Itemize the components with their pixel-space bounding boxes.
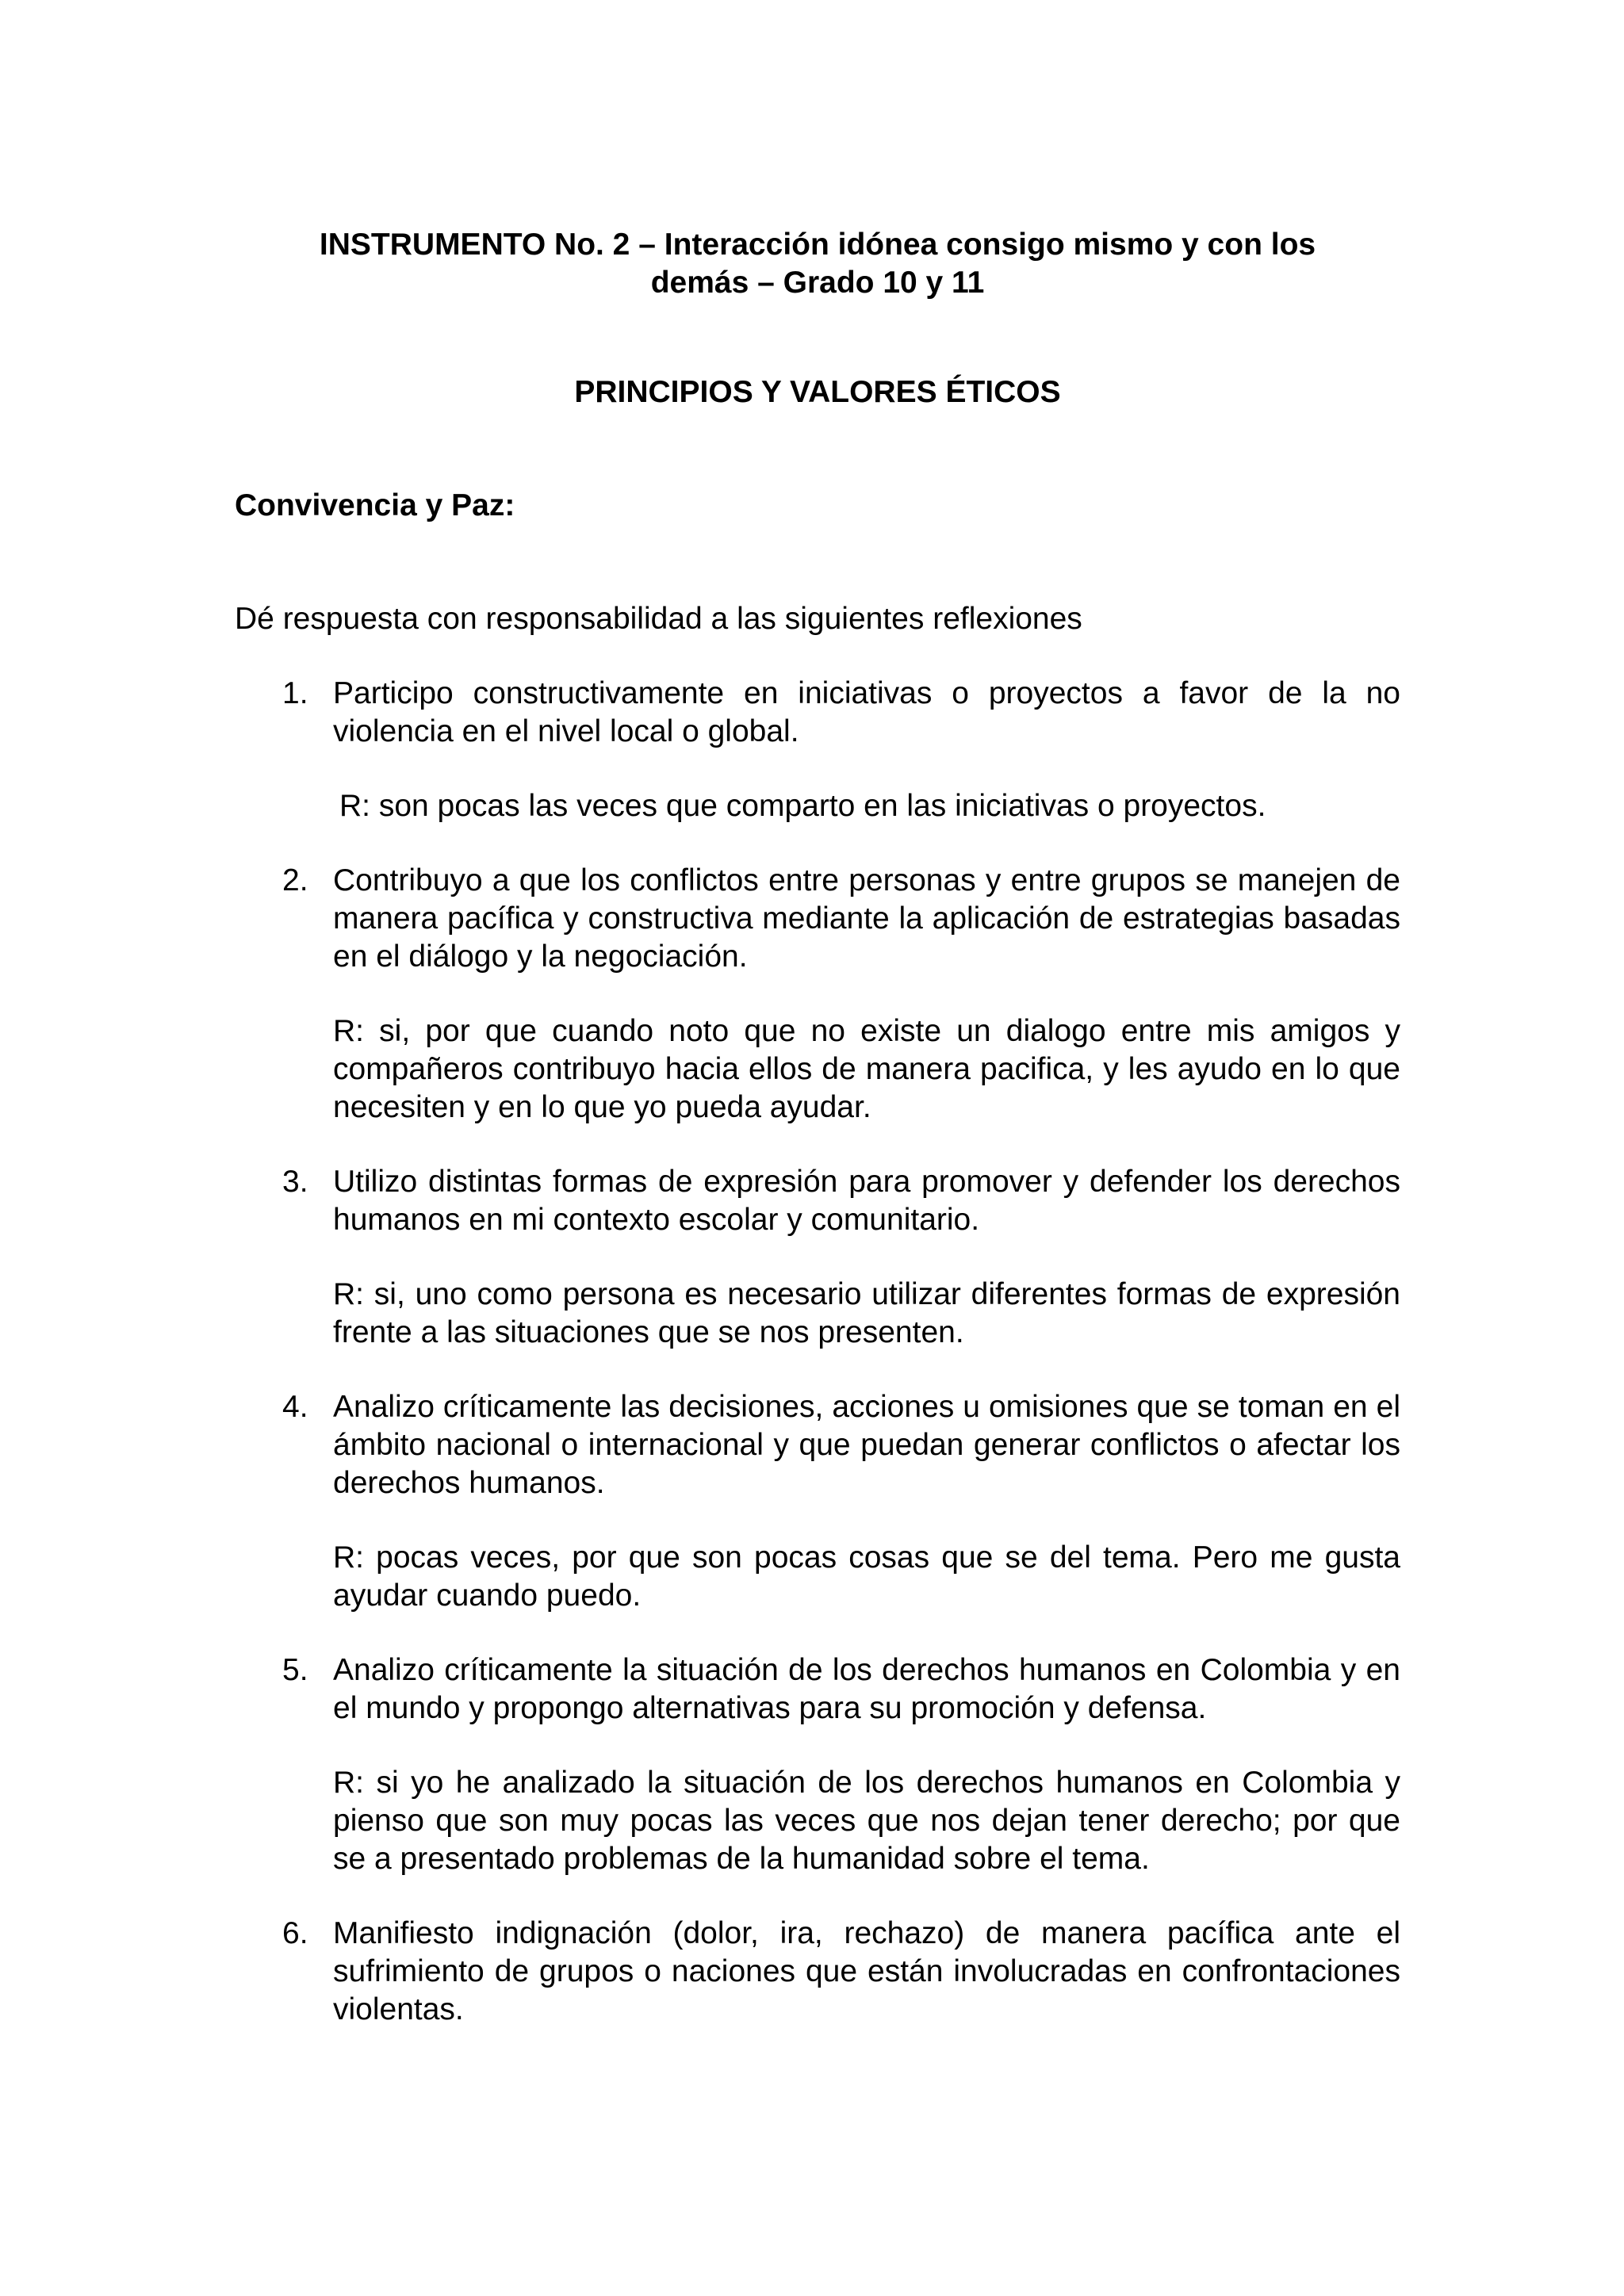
- question-text: Analizo críticamente las decisiones, acciones u omisiones que se toman en el ámbito nacional o internacional y que puedan generar conflictos o afectar los derechos humanos.: [333, 1390, 1400, 1500]
- instructions-text: Dé respuesta con responsabilidad a las siguientes reflexiones: [235, 602, 1082, 636]
- question-item: [235, 1163, 1400, 1352]
- section-heading: Convivencia y Paz:: [235, 488, 515, 522]
- question-number: 1.: [282, 676, 308, 710]
- answer-text: R: si, por que cuando noto que no existe un dialogo entre mis amigos y compañeros contribuyo hacia ellos de manera pacifica, y les ayudo en lo que necesiten y en lo que yo pueda ayudar.: [333, 1014, 1400, 1124]
- document-subtitle: PRINCIPIOS Y VALORES ÉTICOS: [574, 375, 1061, 409]
- answer-text: R: pocas veces, por que son pocas cosas que se del tema. Pero me gusta ayudar cuando puedo.: [333, 1540, 1400, 1613]
- document-title: INSTRUMENTO No. 2 – Interacción idónea consigo mismo y con los demás – Grado 10 y 11: [319, 228, 1316, 300]
- answer-text: R: si, uno como persona es necesario utilizar diferentes formas de expresión frente a las situaciones que se nos presenten.: [333, 1277, 1400, 1349]
- question-number: 6.: [282, 1916, 308, 1950]
- question-text: Manifiesto indignación (dolor, ira, rechazo) de manera pacífica ante el sufrimiento de grupos o naciones que están involucradas en confrontaciones violentas.: [333, 1916, 1400, 2026]
- question-item: [235, 1651, 1400, 1878]
- question-text: Contribuyo a que los conflictos entre personas y entre grupos se manejen de manera pacífica y constructiva mediante la aplicación de estrategias basadas en el diálogo y la negociación.: [333, 863, 1400, 974]
- question-number: 4.: [282, 1390, 308, 1424]
- question-item: [235, 862, 1400, 1127]
- question-number: 3.: [282, 1165, 308, 1199]
- answer-text: R: son pocas las veces que comparto en las iniciativas o proyectos.: [339, 789, 1266, 823]
- question-item: [235, 1388, 1400, 1615]
- question-item: [235, 675, 1400, 825]
- question-text: Participo constructivamente en iniciativas o proyectos a favor de la no violencia en el nivel local o global.: [333, 676, 1400, 748]
- question-number: 5.: [282, 1653, 308, 1687]
- question-text: Analizo críticamente la situación de los derechos humanos en Colombia y en el mundo y propongo alternativas para su promoción y defensa.: [333, 1653, 1400, 1725]
- answer-text: R: si yo he analizado la situación de los derechos humanos en Colombia y pienso que son muy pocas las veces que nos dejan tener derecho; por que se a presentado problemas de la humanidad sobre el tema.: [333, 1766, 1400, 1876]
- question-number: 2.: [282, 863, 308, 897]
- questions-list: [235, 675, 1400, 2029]
- question-item: [235, 1915, 1400, 2029]
- question-text: Utilizo distintas formas de expresión para promover y defender los derechos humanos en mi contexto escolar y comunitario.: [333, 1165, 1400, 1237]
- document-content: [235, 226, 1400, 2029]
